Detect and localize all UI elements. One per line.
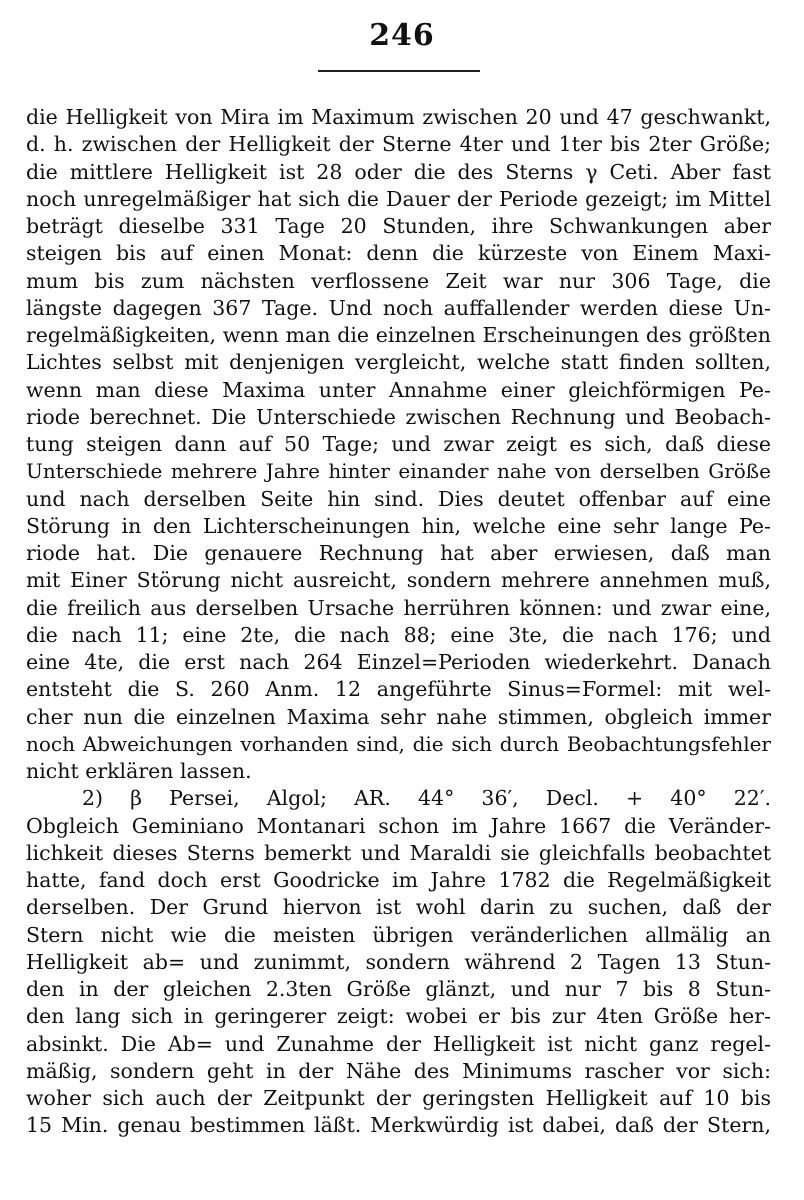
text-line: steigen bis auf einen Monat: denn die kürzeste von Einem Maxi- [26,241,771,266]
text-line: riode hat. Die genauere Rechnung hat aber erwiesen, daß man [26,541,771,565]
text-line: längste dagegen 367 Tage. Und noch auffallender werden diese Un- [26,295,771,320]
text-line: woher sich auch der Zeitpunkt der geringsten Helligkeit auf 10 bis [26,1086,771,1110]
text-line: absinkt. Die Ab= und Zunahme der Helligkeit ist nicht ganz regel- [26,1031,771,1056]
text-line: noch Abweichungen vorhanden sind, die sich durch Beobachtungsfehler [26,731,771,756]
text-line: Stern nicht wie die meisten übrigen veränderlichen allmälig an [26,922,771,947]
text-line: und nach derselben Seite hin sind. Dies deutet offenbar auf eine [26,486,771,511]
text-line: Lichtes selbst mit denjenigen vergleicht, welche statt finden sollten, [26,350,771,375]
text-line: den lang sich in geringerer zeigt: wobei er bis zur 4ten Größe her- [26,1004,771,1029]
text-line: entsteht die S. 260 Anm. 12 angeführte Sinus=Formel: mit wel- [26,677,771,702]
text-line: wenn man diese Maxima unter Annahme einer gleichförmigen Pe- [26,377,771,402]
page-number: 246 [369,18,435,53]
text-line: den in der gleichen 2.3ten Größe glänzt, und nur 7 bis 8 Stun- [26,977,771,1001]
text-line: derselben. Der Grund hiervon ist wohl darin zu suchen, daß der [26,895,771,920]
text-line: die freilich aus derselben Ursache herrühren können: und zwar eine, [26,595,771,620]
text-line: mäßig, sondern geht in der Nähe des Minimums rascher vor sich: [26,1058,771,1083]
text-line: Obgleich Geminiano Montanari schon im Jahre 1667 die Veränder- [26,813,771,838]
text-line: hatte, fand doch erst Goodricke im Jahre 1782 die Regelmäßigkeit [26,868,771,892]
text-line: die Helligkeit von Mira im Maximum zwischen 20 und 47 geschwankt, [26,105,771,129]
text-line: Unterschiede mehrere Jahre hinter einander nahe von derselben Größe [26,459,771,484]
text-line: riode berechnet. Die Unterschiede zwischen Rechnung und Beobach- [26,404,771,429]
text-line: lichkeit dieses Sterns bemerkt und Maraldi sie gleichfalls beobachtet [26,840,771,865]
paragraph-end-line: nicht erklären lassen. [26,759,252,783]
text-line: 15 Min. genau bestimmen läßt. Merkwürdig ist dabei, daß der Stern, [26,1113,771,1138]
text-line: die mittlere Helligkeit ist 28 oder die des Sterns γ Ceti. Aber fast [26,159,771,184]
section-heading-line: 2) β Persei, Algol; AR. 44° 36′, Decl. + 40° 22′. [82,786,771,811]
text-line: tung steigen dann auf 50 Tage; und zwar zeigt es sich, daß diese [26,432,771,456]
text-line: regelmäßigkeiten, wenn man die einzelnen Erscheinungen des größten [26,323,771,347]
text-line: cher nun die einzelnen Maxima sehr nahe stimmen, obgleich immer [26,704,771,729]
header-rule [318,70,480,72]
text-line: noch unregelmäßiger hat sich die Dauer der Periode gezeigt; im Mittel [26,186,771,211]
text-line: eine 4te, die erst nach 264 Einzel=Perioden wiederkehrt. Danach [26,650,771,674]
text-line: mit Einer Störung nicht ausreicht, sondern mehrere annehmen muß, [26,568,771,593]
text-line: Störung in den Lichterscheinungen hin, welche eine sehr lange Pe- [26,513,771,538]
body-text [26,104,771,1140]
text-line: d. h. zwischen der Helligkeit der Sterne 4ter und 1ter bis 2ter Größe; [26,132,771,157]
text-line: mum bis zum nächsten verflossene Zeit war nur 306 Tage, die [26,268,771,293]
text-line: die nach 11; eine 2te, die nach 88; eine 3te, die nach 176; und [26,622,771,647]
text-line: beträgt dieselbe 331 Tage 20 Stunden, ihre Schwankungen aber [26,214,771,238]
text-line: Helligkeit ab= und zunimmt, sondern während 2 Tagen 13 Stun- [26,949,771,974]
